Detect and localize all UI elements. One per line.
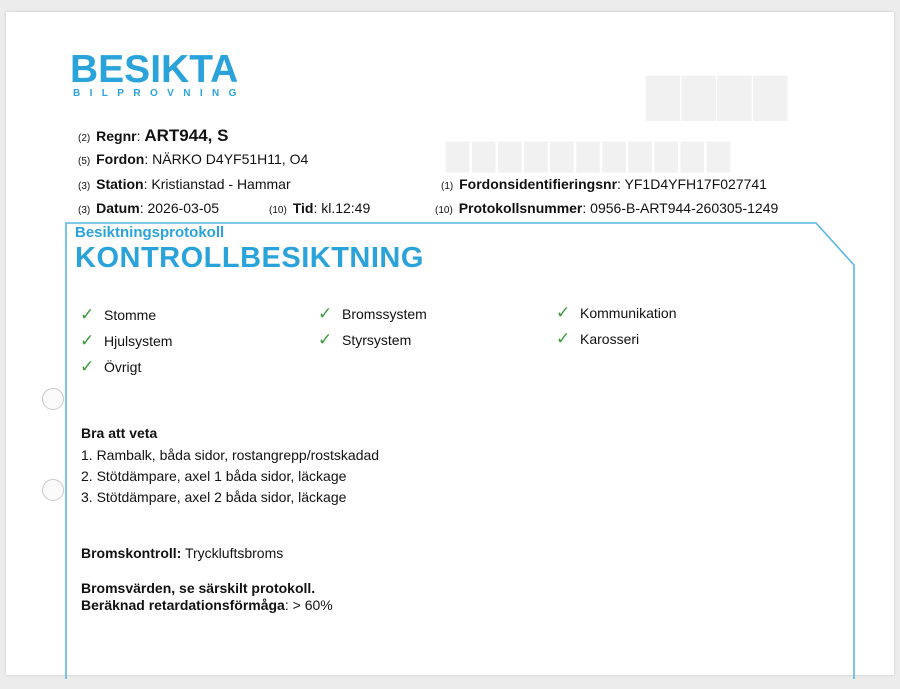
check-item — [80, 331, 172, 351]
good-to-know-item: 2. Stötdämpare, axel 1 båda sidor, läckage — [81, 468, 347, 484]
protokollsnummer-field: (10) Protokollsnummer: 0956-B-ART944-260305-1249 — [435, 200, 779, 216]
checkmark-icon: ✓ — [556, 329, 571, 348]
datum-label: Datum — [96, 200, 140, 216]
bleed-through-text: ▇▇▇▇ — [646, 71, 790, 120]
field-number: (5) — [78, 156, 91, 167]
protocol-title: KONTROLLBESIKTNING — [75, 242, 424, 274]
check-label: Hjulsystem — [104, 333, 173, 349]
brake-control — [81, 545, 283, 561]
retardation-label: Beräknad retardationsförmåga — [81, 597, 285, 613]
check-item — [318, 330, 411, 350]
field-number: (1) — [441, 181, 454, 192]
checkmark-icon: ✓ — [80, 331, 95, 350]
regnr-value: ART944, S — [144, 126, 229, 145]
check-item — [556, 329, 639, 349]
tid-field: (10) Tid: kl.12:49 — [269, 200, 371, 216]
fordon-label: Fordon — [96, 151, 145, 167]
datum-field: (3) Datum: 2026-03-05 — [78, 200, 220, 216]
check-item — [80, 357, 141, 377]
checkmark-icon: ✓ — [318, 304, 333, 323]
check-item — [318, 304, 427, 324]
check-item — [80, 305, 156, 325]
check-label: Styrsystem — [342, 332, 412, 348]
check-label: Stomme — [104, 307, 157, 323]
check-label: Kommunikation — [580, 305, 677, 321]
station-field: (3) Station: Kristianstad - Hammar — [78, 176, 291, 192]
station-label: Station — [96, 176, 144, 192]
logo-wordmark: BESIKTA — [70, 48, 239, 91]
check-item — [556, 303, 677, 323]
good-to-know-heading: Bra att veta — [81, 425, 158, 441]
fordon-field: (5) Fordon: NÄRKO D4YF51H11, O4 — [78, 151, 309, 167]
regnr-field: (2) Regnr: ART944, S — [78, 126, 229, 145]
bleed-through-text: ▇▇▇▇▇▇▇▇▇▇▇ — [446, 139, 733, 172]
field-number: (3) — [78, 181, 91, 192]
good-to-know-item: 3. Stötdämpare, axel 2 båda sidor, läckage — [81, 489, 347, 505]
field-number: (10) — [435, 205, 453, 216]
besikta-logo — [70, 50, 246, 99]
station-value: Kristianstad - Hammar — [151, 176, 291, 192]
tid-label: Tid — [292, 200, 314, 216]
brake-control-value: Tryckluftsbroms — [184, 545, 284, 561]
brake-values-note: Bromsvärden, se särskilt protokoll. — [81, 580, 316, 596]
fordon-value: NÄRKO D4YF51H11, O4 — [152, 151, 309, 167]
check-label: Övrigt — [104, 359, 142, 375]
checkmark-icon: ✓ — [318, 330, 333, 349]
check-label: Bromssystem — [342, 306, 427, 322]
protokollsnummer-label: Protokollsnummer — [458, 200, 583, 216]
checkmark-icon: ✓ — [556, 303, 571, 322]
fordonsid-label: Fordonsidentifieringsnr — [459, 176, 618, 192]
field-number: (3) — [78, 205, 91, 216]
regnr-label: Regnr — [96, 128, 137, 144]
protocol-subtitle: Besiktningsprotokoll — [75, 224, 225, 241]
check-label: Karosseri — [580, 331, 640, 347]
field-number: (2) — [78, 133, 91, 144]
retardation-value: : > 60% — [284, 597, 333, 613]
tid-value: kl.12:49 — [321, 200, 371, 216]
logo-subtitle: BILPROVNING — [73, 88, 246, 99]
checkmark-icon: ✓ — [80, 305, 95, 324]
field-number: (10) — [269, 205, 287, 216]
retardation — [81, 597, 333, 613]
datum-value: 2026-03-05 — [147, 200, 220, 216]
punch-hole — [42, 388, 64, 410]
protokollsnummer-value: 0956-B-ART944-260305-1249 — [590, 200, 779, 216]
brake-control-label: Bromskontroll: — [81, 545, 182, 561]
punch-hole — [42, 479, 64, 501]
checkmark-icon: ✓ — [80, 357, 95, 376]
good-to-know-item: 1. Rambalk, båda sidor, rostangrepp/rostskadad — [81, 447, 380, 463]
fordonsid-value: YF1D4YFH17F027741 — [624, 176, 767, 192]
fordonsid-field: (1) Fordonsidentifieringsnr: YF1D4YFH17F027741 — [441, 176, 767, 192]
